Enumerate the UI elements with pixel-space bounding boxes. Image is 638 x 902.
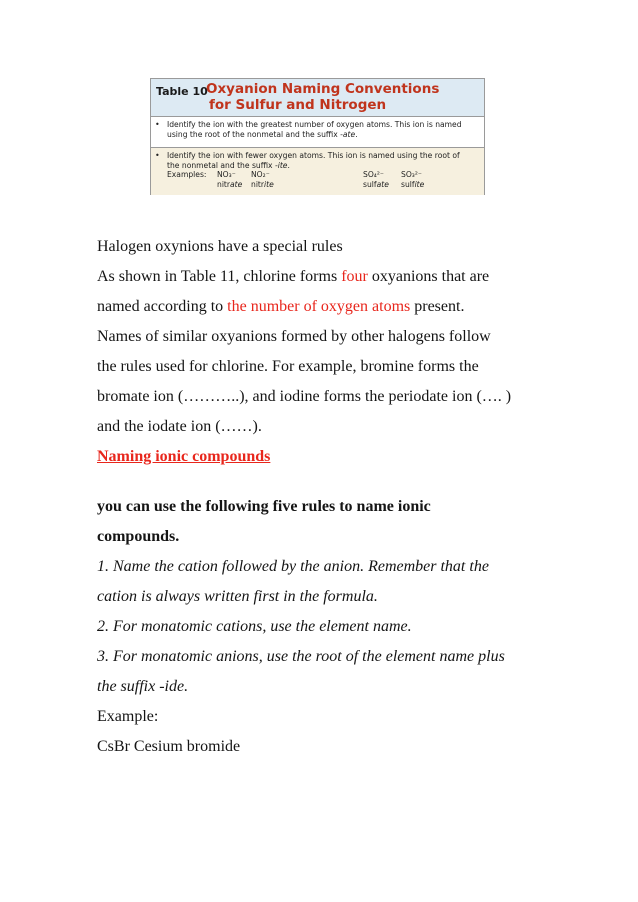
table-title-line2: for Sulfur and Nitrogen	[209, 97, 387, 113]
rule-line: 1. Name the cation followed by the anion. Remember that the	[97, 558, 489, 575]
text-line: and the iodate ion (……).	[97, 418, 262, 435]
text-line: Names of similar oxyanions formed by other halogens follow	[97, 328, 491, 345]
example-formula: NO₂⁻	[251, 170, 270, 179]
suffix-ate: -ate	[340, 129, 356, 139]
table-10-figure	[150, 78, 485, 195]
text-line: bromate ion (………..), and iodine forms the periodate ion (…. )	[97, 388, 512, 405]
text-line: the rules used for chlorine. For example, bromine forms the	[97, 358, 479, 375]
example-formula: SO₃²⁻	[401, 170, 422, 179]
text-line: named according to the number of oxygen atoms present.	[97, 298, 465, 315]
example-name: sulfate	[363, 180, 389, 189]
highlight-four: four	[341, 268, 368, 285]
rule1-line-a: Identify the ion with the greatest number of oxygen atoms. This ion is named	[167, 120, 462, 129]
rule-line: cation is always written first in the formula.	[97, 588, 378, 605]
text-line: As shown in Table 11, chlorine forms four oxyanions that are	[97, 268, 490, 285]
highlight-oxygen-atoms: the number of oxygen atoms	[227, 298, 411, 315]
example-formula: SO₄²⁻	[363, 170, 384, 179]
table-label: Table 10	[156, 85, 208, 98]
table-rule-ite	[151, 148, 484, 195]
example-name: sulfite	[401, 180, 425, 189]
text-line: Halogen oxynions have a special rules	[97, 238, 343, 255]
example-line: CsBr Cesium bromide	[97, 738, 241, 755]
table-title	[206, 81, 439, 113]
section-heading: Naming ionic compounds	[97, 448, 271, 465]
rule1-line-b: using the root of the nonmetal and the suffix -ate.	[167, 129, 358, 139]
bold-text-line: compounds.	[97, 528, 180, 545]
bullet: •	[155, 151, 160, 160]
rule-line: the suffix -ide.	[97, 678, 189, 695]
rule2-line-b: the nonmetal and the suffix -ite.	[167, 160, 290, 170]
table-header	[151, 79, 484, 117]
example-formula: NO₃⁻	[217, 170, 236, 179]
rule-line: 3. For monatomic anions, use the root of the element name plus	[97, 648, 505, 665]
rule2-line-a: Identify the ion with fewer oxygen atoms. This ion is named using the root of	[167, 151, 460, 160]
example-label: Example:	[97, 708, 159, 725]
examples-label: Examples:	[167, 170, 207, 179]
example-name: nitrite	[251, 180, 274, 189]
suffix-ite: -ite	[274, 160, 288, 170]
table-title-line1: Oxyanion Naming Conventions	[206, 81, 440, 97]
rule-line: 2. For monatomic cations, use the element name.	[97, 618, 412, 635]
table-rule-ate	[151, 117, 484, 148]
example-name: nitrate	[217, 180, 243, 189]
bullet: •	[155, 120, 160, 129]
bold-text-line: you can use the following five rules to name ionic	[97, 498, 431, 515]
